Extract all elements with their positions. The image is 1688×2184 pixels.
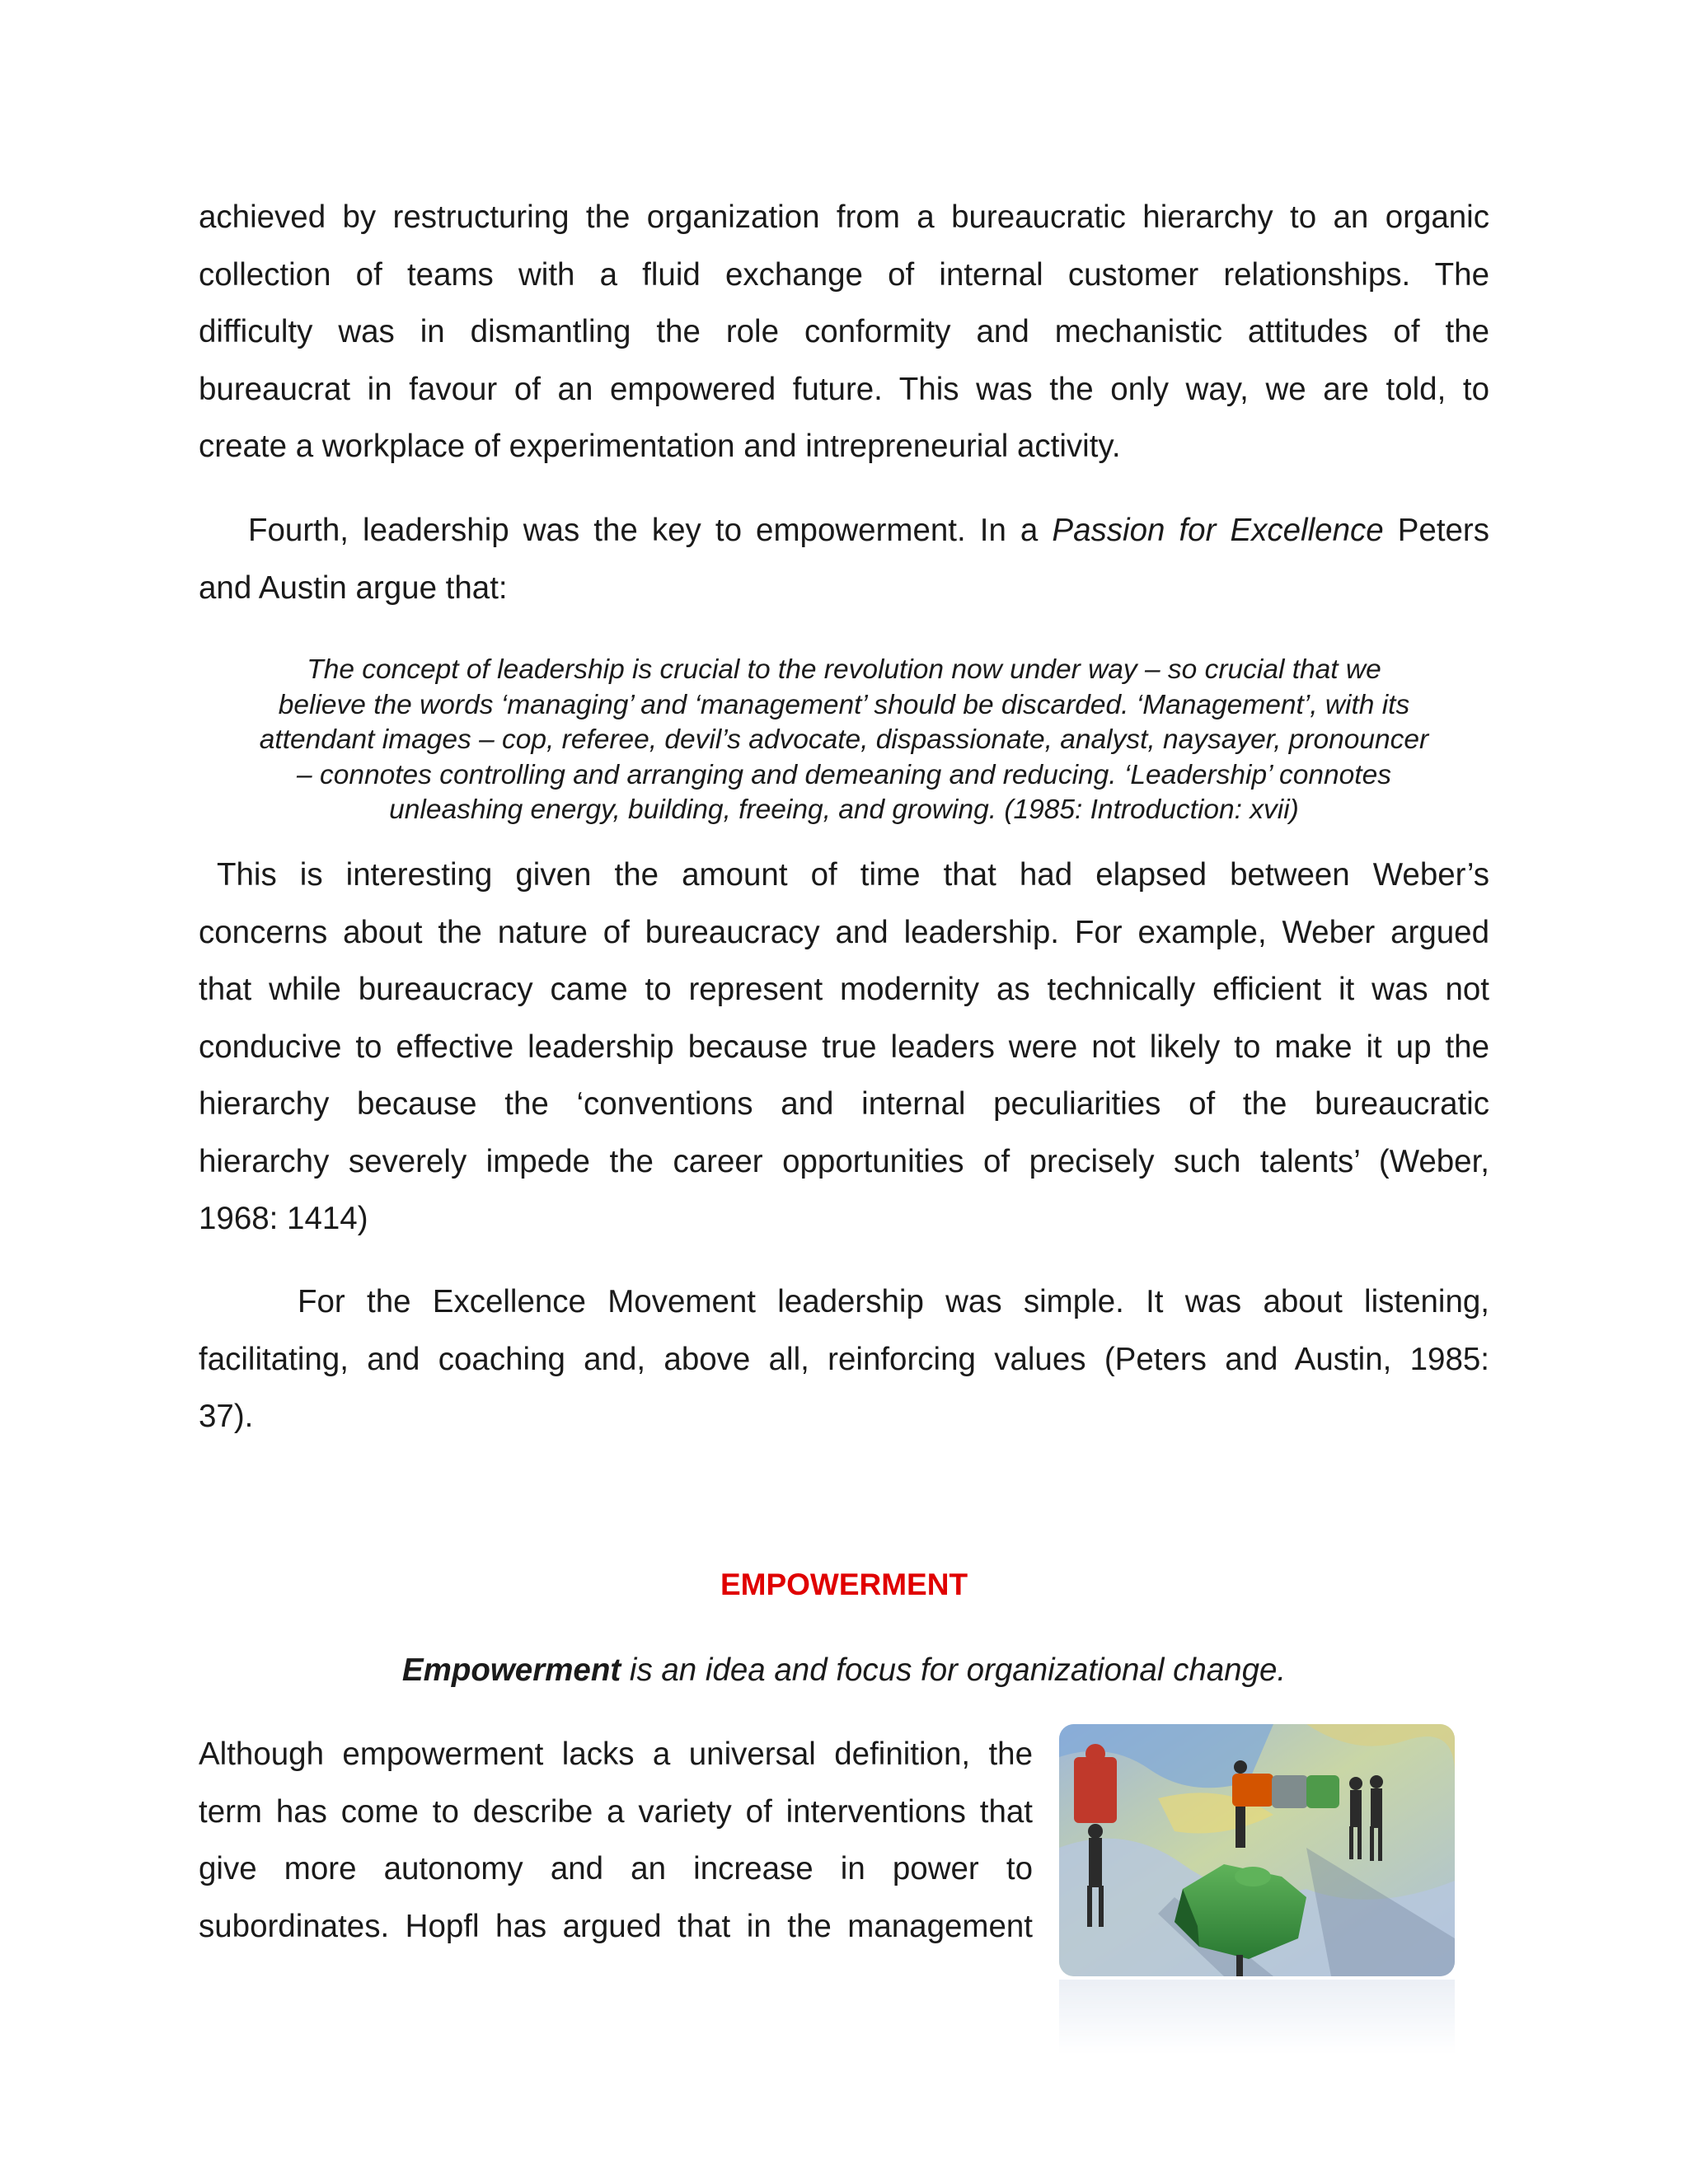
section-subtitle: [199, 1648, 1489, 1693]
text-line: For the Excellence Movement leadership was simple. It was about listening,: [298, 1284, 1489, 1319]
paragraph-weber: [199, 846, 1489, 1248]
image-reflection: [1059, 1980, 1455, 2054]
text-line: achieved by restructuring the organization from a bureaucratic hierarchy to an organic: [199, 199, 1489, 235]
book-title: Passion for Excellence: [1052, 513, 1384, 548]
paragraph-restructuring: [199, 189, 1489, 476]
puzzle-teamwork-image: [1059, 1724, 1455, 1976]
text-line: hierarchy severely impede the career opportunities of precisely such talents’ (Weber,: [199, 1143, 1489, 1179]
subtitle-text: is an idea and focus for organizational change.: [621, 1652, 1287, 1688]
text-line: bureaucrat in favour of an empowered future. This was the only way, we are told, to: [199, 371, 1489, 407]
subtitle-bold-term: Empowerment: [401, 1652, 621, 1688]
text-run: Peters: [1383, 513, 1489, 548]
text-line: facilitating, and coaching and, above all, reinforcing values (Peters and Austin, 1985:: [199, 1341, 1489, 1377]
quote-line: believe the words ‘managing’ and ‘management’ should be discarded. ‘Management’, with its: [278, 689, 1410, 720]
text-line: term has come to describe a variety of interventions that: [199, 1793, 1033, 1830]
quote-line: attendant images – cop, referee, devil’s advocate, dispassionate, analyst, naysayer, pronouncer: [259, 724, 1429, 755]
section-heading: EMPOWERMENT: [720, 1568, 968, 1601]
text-line: collection of teams with a fluid exchange of internal customer relationships. The: [199, 256, 1489, 293]
text-line: difficulty was in dismantling the role conformity and mechanistic attitudes of the: [199, 314, 1489, 349]
paragraph-excellence-movement: [199, 1273, 1489, 1446]
quote-line: The concept of leadership is crucial to the revolution now under way – so crucial that we: [307, 654, 1381, 685]
text-line: [199, 502, 1489, 560]
text-line: Although empowerment lacks a universal definition, the: [199, 1736, 1033, 1772]
text-line: subordinates. Hopfl has argued that in the management: [199, 1908, 1033, 1944]
text-line: and Austin argue that:: [199, 569, 508, 606]
text-line: give more autonomy and an increase in power to: [199, 1851, 1033, 1886]
text-line: 1968: 1414): [199, 1201, 368, 1236]
paragraph-leadership-key: [199, 502, 1489, 616]
block-quote: [199, 653, 1489, 828]
text-line: 37).: [199, 1399, 254, 1434]
text-line: This is interesting given the amount of time that had elapsed between Weber’s: [217, 857, 1489, 893]
text-line: that while bureaucracy came to represent modernity as technically efficient it was not: [199, 972, 1489, 1007]
text-run: Fourth, leadership was the key to empowerment. In a: [248, 513, 1053, 548]
quote-line: – connotes controlling and arranging and demeaning and reducing. ‘Leadership’ connotes: [297, 759, 1391, 790]
quote-line: unleashing energy, building, freeing, and growing. (1985: Introduction: xvii): [389, 794, 1299, 825]
text-line: concerns about the nature of bureaucracy and leadership. For example, Weber argued: [199, 914, 1489, 950]
paragraph-empowerment-definition: [199, 1726, 1033, 1955]
text-line: conducive to effective leadership because true leaders were not likely to make it up the: [199, 1029, 1489, 1065]
text-line: create a workplace of experimentation and intrepreneurial activity.: [199, 429, 1121, 464]
puzzle-illustration: [1059, 1724, 1455, 1976]
text-line: hierarchy because the ‘conventions and internal peculiarities of the bureaucratic: [199, 1086, 1489, 1122]
